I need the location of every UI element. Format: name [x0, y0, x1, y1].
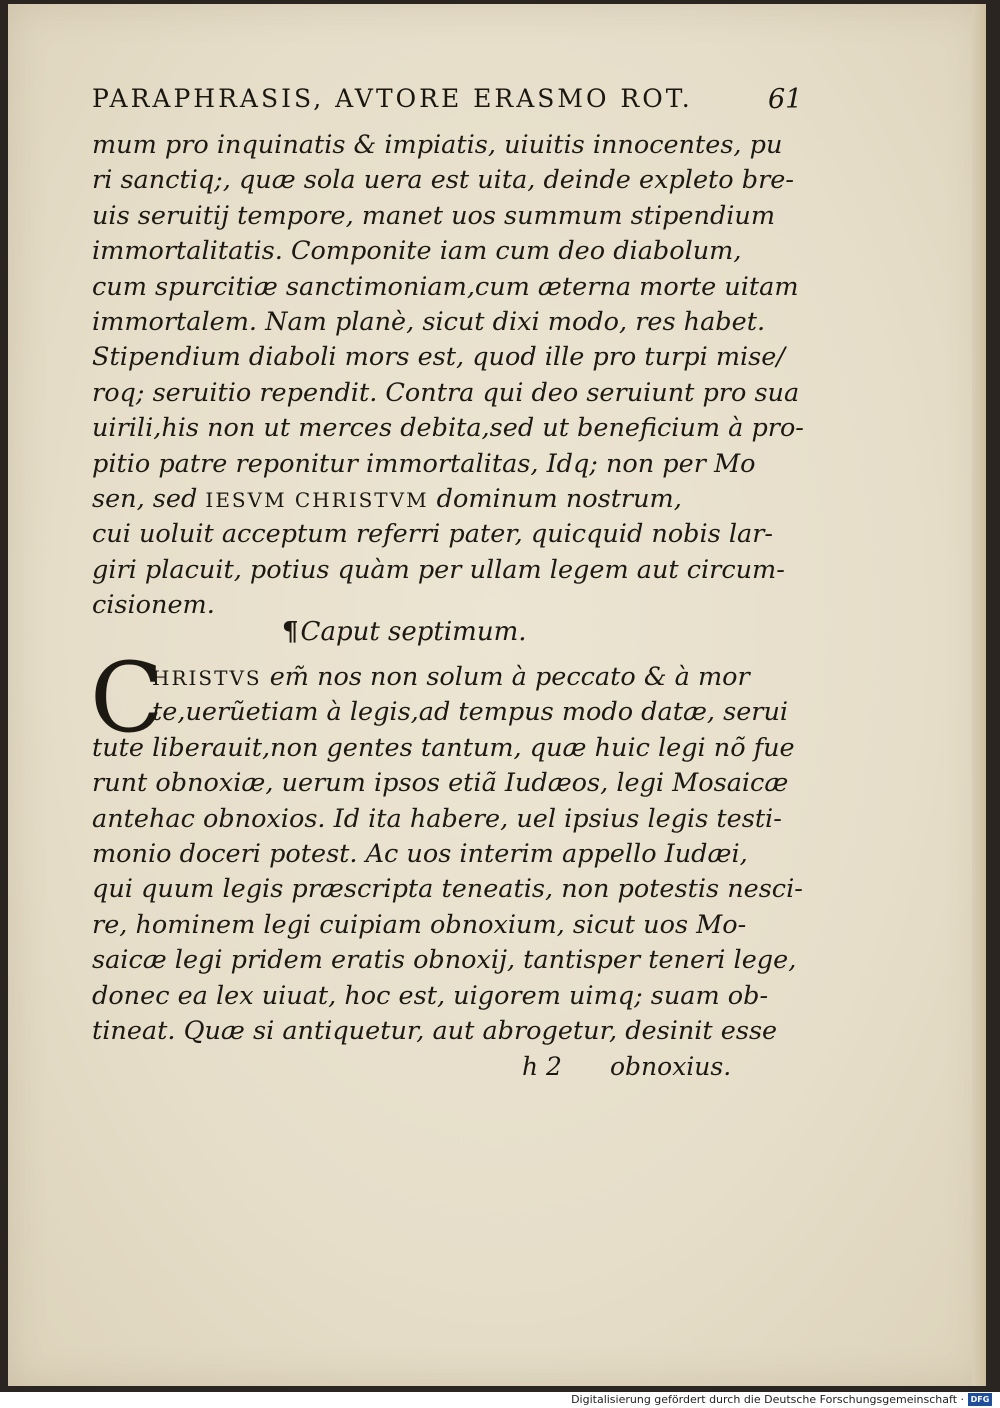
- text-line: runt obnoxiæ, uerum ipsos etiã Iudæos, legi Mosaicæ: [92, 768, 789, 799]
- text-line: antehac obnoxios. Id ita habere, uel ipsius legis testi-: [92, 803, 782, 834]
- text-line: re, hominem legi cuipiam obnoxium, sicut uos Mo-: [92, 909, 747, 940]
- chapter-title: Caput septimum.: [300, 617, 527, 647]
- text-line: immortalitatis. Componite iam cum deo diabolum,: [92, 236, 742, 267]
- text-block-1: [92, 128, 804, 623]
- catchword: obnoxius.: [610, 1052, 732, 1081]
- text-line: pitio patre reponitur immortalitas, Idq; non per Mo: [92, 448, 756, 479]
- text-line: uirili,his non ut merces debita,sed ut beneficium à pro-: [92, 413, 804, 444]
- text-line: cum spurcitiæ sanctimoniam,cum æterna morte uitam: [92, 271, 799, 302]
- dfg-logo-icon: DFG: [968, 1393, 992, 1406]
- pilcrow-icon: ¶: [282, 617, 299, 647]
- drop-initial: C: [90, 642, 164, 754]
- text-line: mum pro inquinatis & impiatis, uiuitis innocentes, pu: [92, 130, 783, 160]
- text-line: saicæ legi pridem eratis obnoxij, tantisper teneri lege,: [92, 945, 797, 976]
- text-line: te,uerũetiam à legis,ad tempus modo datæ, serui: [152, 697, 789, 728]
- page-edge: [972, 4, 986, 1386]
- text-line: tineat. Quæ si antiquetur, aut abrogetur, desinit esse: [92, 1015, 778, 1046]
- digitization-footer: [0, 1392, 1000, 1408]
- small-caps-name: IESVM CHRISTVM: [205, 487, 429, 512]
- text-line: ri sanctiq;, quæ sola uera est uita, deinde expleto bre-: [92, 165, 794, 196]
- text-line: donec ea lex uiuat, hoc est, uigorem uimq; suam ob-: [92, 980, 769, 1011]
- text-line: sen, sed IESVM CHRISTVM dominum nostrum,: [92, 483, 682, 514]
- small-caps-opening: HRISTVS: [152, 666, 262, 690]
- text-line: uis seruitij tempore, manet uos summum stipendium: [92, 200, 776, 231]
- footer-credit: Digitalisierung gefördert durch die Deutsche Forschungsgemeinschaft ·: [571, 1393, 964, 1406]
- text-line: tute liberauit,non gentes tantum, quæ huic legi nõ fue: [92, 732, 795, 763]
- text-line: giri placuit, potius quàm per ullam legem aut circum-: [92, 554, 785, 585]
- text-line: monio doceri potest. Ac uos interim appello Iudæi,: [92, 838, 748, 869]
- text-block-2: [92, 660, 803, 1049]
- page-number: 61: [768, 84, 803, 115]
- text-line: cisionem.: [92, 590, 215, 621]
- text-line: qui quum legis præscripta teneatis, non potestis nesci-: [92, 874, 803, 905]
- chapter-heading: [282, 617, 527, 647]
- running-title: PARAPHRASIS, AVTORE ERASMO ROT.: [92, 84, 693, 113]
- text-line: Stipendium diaboli mors est, quod ille pro turpi mise/: [92, 342, 785, 373]
- text-line: immortalem. Nam planè, sicut dixi modo, res habet.: [92, 306, 766, 337]
- text-line: HRISTVS em̃ nos non solum à peccato & à mor: [152, 662, 750, 692]
- text-line: cui uoluit acceptum referri pater, quicquid nobis lar-: [92, 519, 774, 550]
- text-line: roq; seruitio rependit. Contra qui deo seruiunt pro sua: [92, 377, 800, 408]
- signature-mark: h 2: [522, 1052, 562, 1081]
